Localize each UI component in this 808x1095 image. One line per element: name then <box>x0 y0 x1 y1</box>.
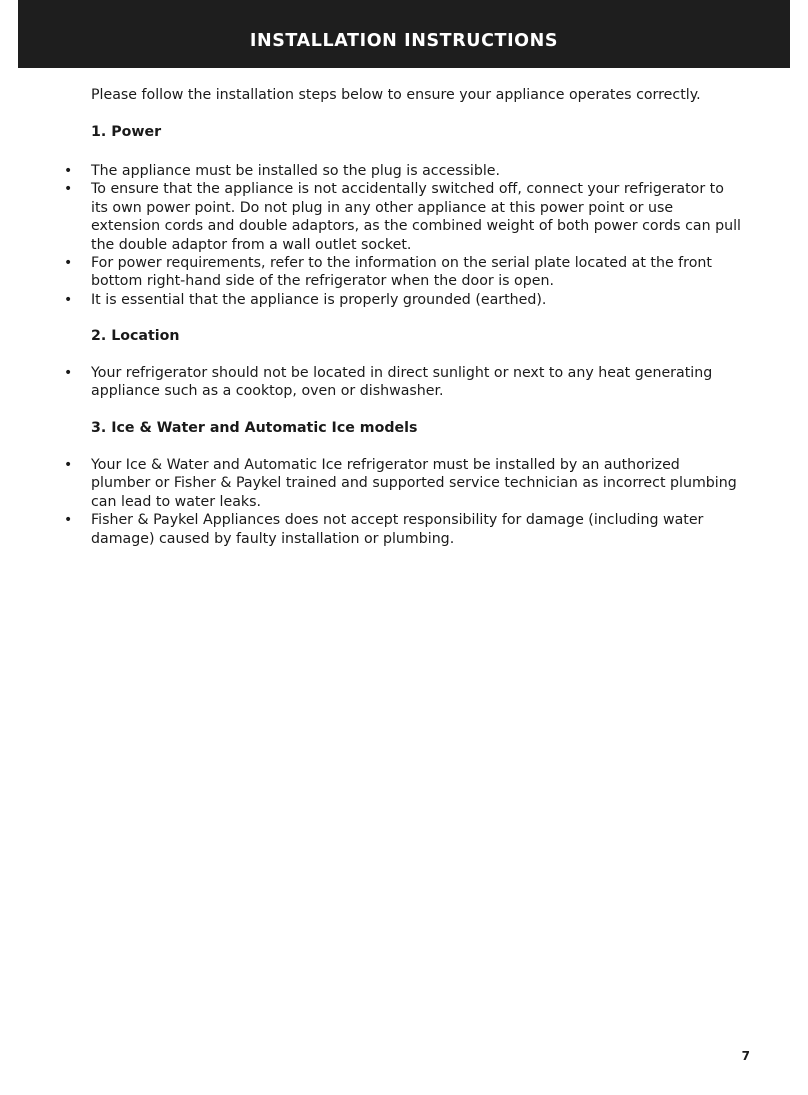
bullet-icon: • <box>64 512 73 529</box>
bullet-icon: • <box>64 181 73 198</box>
intro-paragraph: Please follow the installation steps below to ensure your appliance operates correctly. <box>91 87 701 103</box>
section-heading-power: 1. Power <box>91 124 162 140</box>
list-item-text: For power requirements, refer to the information on the serial plate located at the front bottom right-hand side of the refrigerator when the door is open. <box>91 255 712 290</box>
page-number: 7 <box>741 1049 750 1063</box>
list-item <box>0 291 743 309</box>
bullet-icon: • <box>64 365 73 381</box>
bullet-icon: • <box>64 255 73 272</box>
list-item-text: Your refrigerator should not be located in direct sunlight or next to any heat generating appliance such as a cooktop, oven or dishwasher. <box>91 365 713 400</box>
ice-water-bullet-list <box>0 456 808 548</box>
page-title: INSTALLATION INSTRUCTIONS <box>249 31 559 51</box>
section-heading-location: 2. Location <box>91 328 180 344</box>
list-item-text: It is essential that the appliance is properly grounded (earthed). <box>91 291 547 308</box>
list-item <box>0 180 743 254</box>
bullet-icon: • <box>64 163 73 179</box>
list-item-text: To ensure that the appliance is not accidentally switched off, connect your refrigerator to its own power point. Do not plug in any other appliance at this power point or use extension cords and double adaptors, as the combined weight of both power cords can pull the double adaptor from a wall outlet socket. <box>91 181 741 253</box>
bullet-icon: • <box>64 457 73 473</box>
list-item <box>0 511 743 548</box>
header-bar <box>18 0 790 68</box>
list-item-text: Your Ice & Water and Automatic Ice refrigerator must be installed by an authorized plumber or Fisher & Paykel trained and supported service technician as incorrect plumbing can lead to water leaks. <box>91 457 737 510</box>
bullet-icon: • <box>64 291 73 308</box>
section-heading-ice-water: 3. Ice & Water and Automatic Ice models <box>91 420 418 436</box>
location-bullet-list <box>0 364 808 401</box>
list-item <box>0 364 743 401</box>
list-item <box>0 162 743 180</box>
list-item-text: Fisher & Paykel Appliances does not accept responsibility for damage (including water damage) caused by faulty installation or plumbing. <box>91 512 704 547</box>
list-item <box>0 254 743 291</box>
list-item <box>0 456 743 511</box>
power-bullet-list <box>0 162 808 309</box>
list-item-text: The appliance must be installed so the plug is accessible. <box>91 163 501 179</box>
